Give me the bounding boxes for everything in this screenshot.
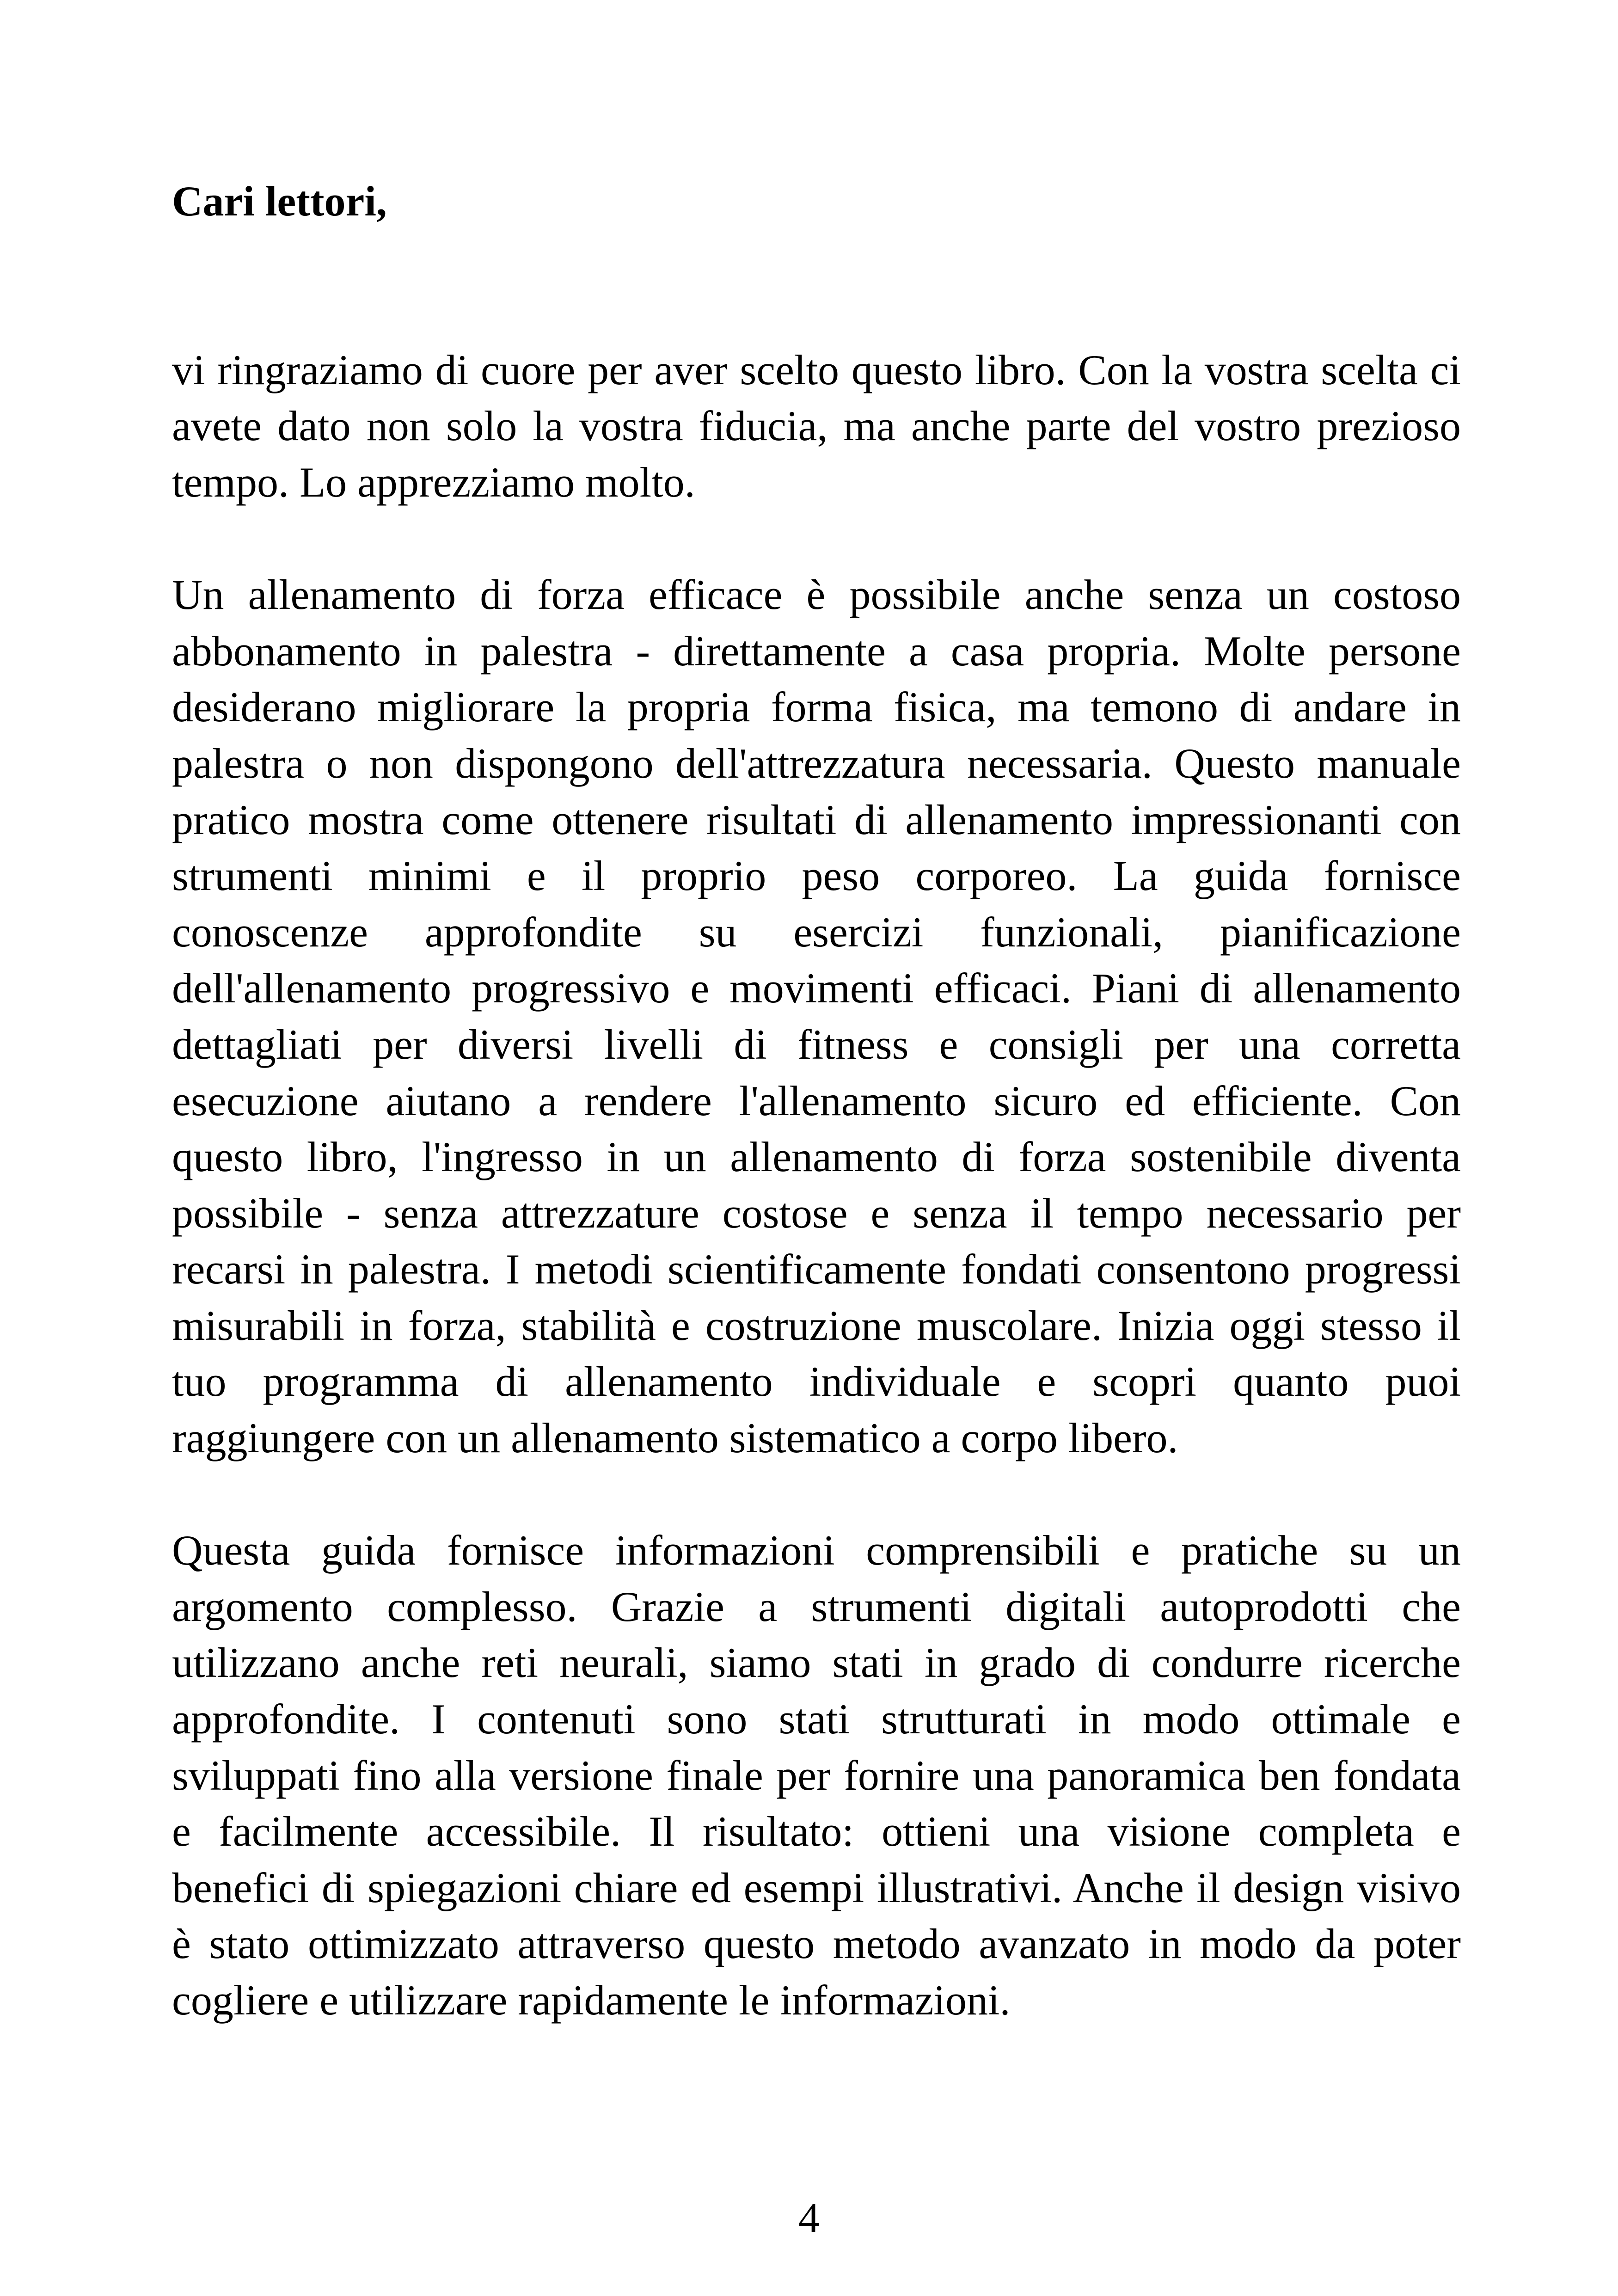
paragraph-line: approfondite. I contenuti sono stati strutturati in modo ottimale e: [172, 1695, 1461, 1743]
paragraph-line: recarsi in palestra. I metodi scientificamente fondati consentono progressi: [172, 1246, 1461, 1293]
paragraph-line: Un allenamento di forza efficace è possibile anche senza un costoso: [172, 571, 1461, 619]
page-number: 4: [798, 2194, 820, 2241]
paragraph-line: abbonamento in palestra - direttamente a casa propria. Molte persone: [172, 627, 1461, 675]
paragraph-line: strumenti minimi e il proprio peso corporeo. La guida fornisce: [172, 852, 1461, 900]
paragraph-line: dettagliati per diversi livelli di fitness e consigli per una corretta: [172, 1020, 1461, 1068]
paragraph-line: esecuzione aiutano a rendere l'allenamento sicuro ed efficiente. Con: [172, 1077, 1461, 1124]
paragraph-line: vi ringraziamo di cuore per aver scelto questo libro. Con la vostra scelta ci: [172, 346, 1461, 393]
paragraph-line: dell'allenamento progressivo e movimenti efficaci. Piani di allenamento: [172, 964, 1461, 1012]
paragraph-line: possibile - senza attrezzature costose e senza il tempo necessario per: [172, 1189, 1461, 1237]
paragraph-line: raggiungere con un allenamento sistematico a corpo libero.: [172, 1414, 1178, 1462]
paragraph-line: è stato ottimizzato attraverso questo metodo avanzato in modo da poter: [172, 1920, 1461, 1968]
paragraph-line: misurabili in forza, stabilità e costruzione muscolare. Inizia oggi stesso il: [172, 1301, 1461, 1349]
paragraph-line: argomento complesso. Grazie a strumenti digitali autoprodotti che: [172, 1583, 1461, 1630]
paragraph-line: tempo. Lo apprezziamo molto.: [172, 458, 695, 506]
paragraph-thanks: [172, 342, 1461, 511]
greeting-heading: Cari lettori,: [172, 178, 387, 225]
paragraph-line: conoscenze approfondite su esercizi funzionali, pianificazione: [172, 908, 1461, 956]
paragraph-line: benefici di spiegazioni chiare ed esempi illustrativi. Anche il design visivo: [172, 1864, 1461, 1911]
paragraph-line: pratico mostra come ottenere risultati di allenamento impressionanti con: [172, 796, 1461, 843]
paragraph-line: Questa guida fornisce informazioni comprensibili e pratiche su un: [172, 1527, 1461, 1574]
paragraph-book-description: [172, 567, 1461, 1467]
paragraph-line: avete dato non solo la vostra fiducia, ma anche parte del vostro prezioso: [172, 402, 1461, 450]
paragraph-line: desiderano migliorare la propria forma fisica, ma temono di andare in: [172, 683, 1461, 731]
paragraph-line: e facilmente accessibile. Il risultato: ottieni una visione completa e: [172, 1808, 1461, 1855]
paragraph-line: utilizzano anche reti neurali, siamo stati in grado di condurre ricerche: [172, 1639, 1461, 1687]
paragraph-line: sviluppati fino alla versione finale per fornire una panoramica ben fondata: [172, 1751, 1461, 1799]
paragraph-line: questo libro, l'ingresso in un allenamento di forza sostenibile diventa: [172, 1133, 1461, 1181]
page-body: [172, 173, 1461, 2029]
paragraph-methodology: [172, 1522, 1461, 2028]
paragraph-line: palestra o non dispongono dell'attrezzatura necessaria. Questo manuale: [172, 739, 1461, 787]
paragraph-line: tuo programma di allenamento individuale e scopri quanto puoi: [172, 1358, 1461, 1406]
paragraph-line: cogliere e utilizzare rapidamente le informazioni.: [172, 1977, 1011, 2024]
